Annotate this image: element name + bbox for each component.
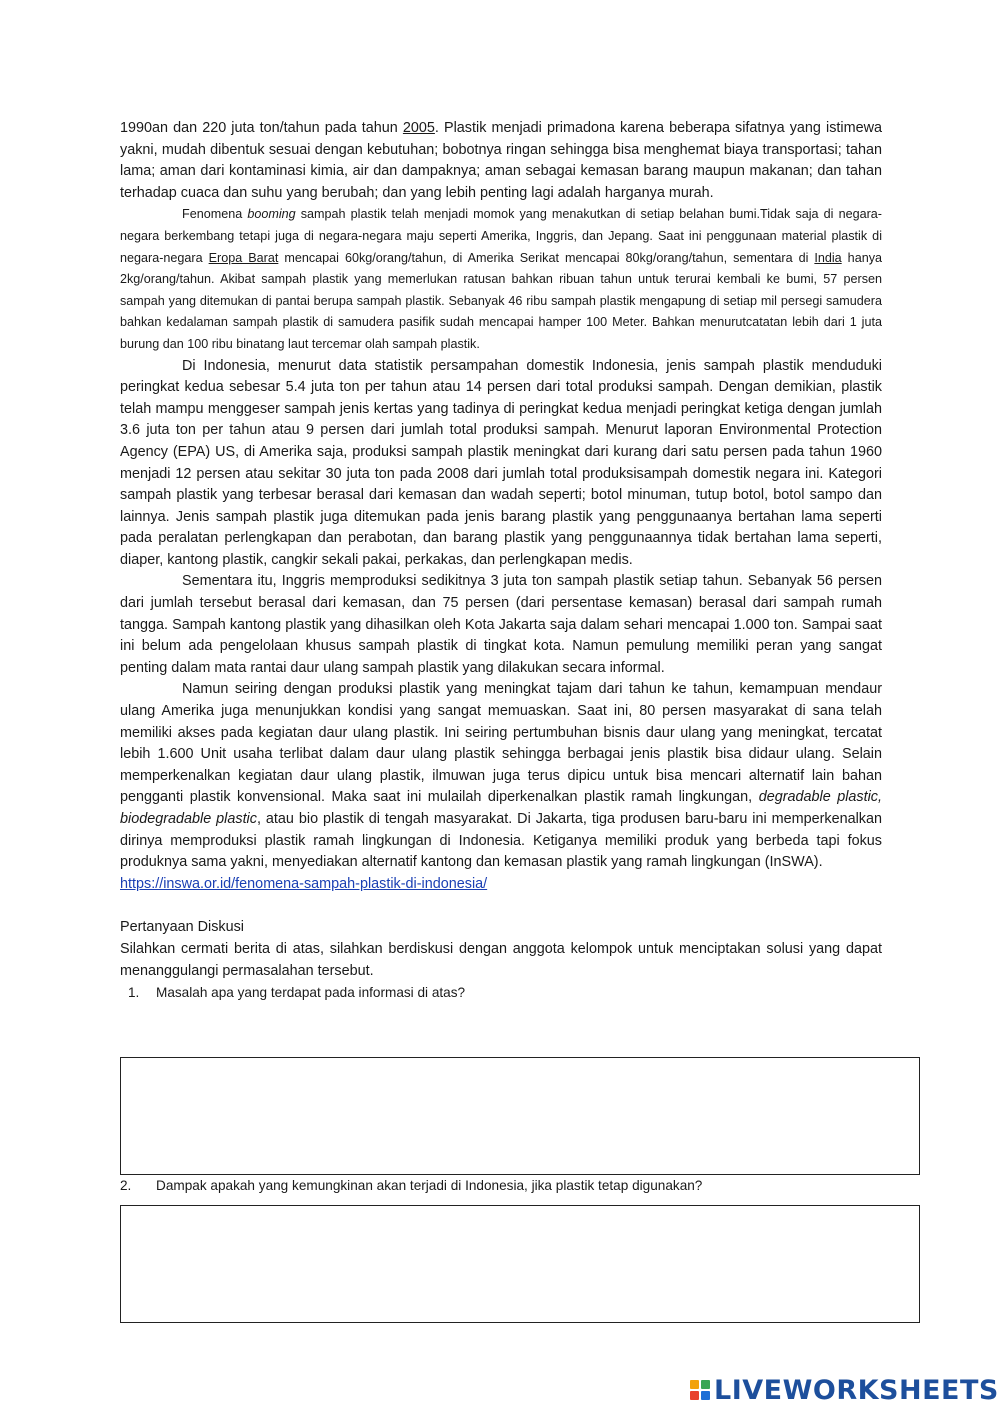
question-2: 2. Dampak apakah yang kemungkinan akan terjadi di Indonesia, jika plastik tetap digunakan? — [120, 1178, 703, 1193]
india-link[interactable]: India — [814, 250, 842, 265]
liveworksheets-logo[interactable] — [690, 1375, 999, 1405]
worksheet-content — [120, 118, 882, 1004]
liveworksheets-wordmark: LIVEWORKSHEETS — [714, 1374, 999, 1406]
discussion-heading: Pertanyaan Diskusi — [120, 919, 244, 936]
question-1: 1. Masalah apa yang terdapat pada informasi di atas? — [128, 985, 466, 1001]
source-paragraph — [120, 874, 882, 896]
source-link[interactable]: https://inswa.or.id/fenomena-sampah-plastik-di-indonesia/ — [120, 875, 488, 892]
logo-square-4 — [701, 1391, 710, 1400]
paragraph-5: Namun seiring dengan produksi plastik yang meningkat tajam dari tahun ke tahun, kemampuan mendaur ulang Amerika juga menunjukkan kondisi yang sangat memuaskan. Saat ini, 80 persen masyarakat di sana telah memiliki akses pada kegiatan daur ulang plastik. Ini seiring pertumbuhan bisnis daur ulang yang meningkat, tercatat lebih 1.600 Unit usaha terlibat dalam daur ulang plastik sehingga berbagai jenis plastik bisa didaur ulang. Selain memperkenalkan kegiatan daur ulang plastik, ilmuwan juga terus dipicu untuk bisa mencari alternatif lain bahan pengganti plastik konvensional. Maka saat ini mulailah diperkenalkan plastik ramah lingkungan, degradable plastic, biodegradable plastic, atau bio plastik di tengah masyarakat. Di Jakarta, tiga produsen baru-baru ini memperkenalkan dirinya memproduksi plastik ramah lingkungan di Indonesia. Ketiganya memiliki produk yang berbeda tapi fokus produknya sama yakni, menyediakan alternatif kantong dan kemasan plastik yang ramah lingkungan (InSWA). — [120, 681, 883, 871]
liveworksheets-logo-icon — [690, 1380, 710, 1400]
answer-box-2[interactable] — [120, 1205, 920, 1323]
answer-box-1[interactable] — [120, 1057, 920, 1175]
paragraph-2: Fenomena booming sampah plastik telah menjadi momok yang menakutkan di setiap belahan bumi.Tidak saja di negara-negara berkembang tetapi juga di negara-negara maju seperti Amerika, Inggris, dan Jepang. Saat ini penggunaan material plastik di negara-negara Eropa Barat mencapai 60kg/orang/tahun, di Amerika Serikat mencapai 80kg/orang/tahun, sementara di India hanya 2kg/orang/tahun. Akibat sampah plastik yang memerlukan ratusan bahkan ribuan tahun untuk terurai kembali ke bumi, 57 persen sampah yang ditemukan di pantai berupa sampah plastik. Sebanyak 46 ribu sampah plastik mengapung di setiap mil persegi samudera bahkan kedalaman sampah plastik di samudera pasifik sudah mencapai hamper 100 Meter. Bahkan menurutcatatan lebih dari 1 juta burung dan 100 ribu binatang laut tercemar olah sampah plastik. — [120, 207, 882, 351]
logo-square-1 — [690, 1380, 699, 1389]
paragraph-1: 1990an dan 220 juta ton/tahun pada tahun 2005. Plastik menjadi primadona karena beberapa sifatnya yang istimewa yakni, mudah dibentuk sesuai dengan kebutuhan; bobotnya ringan sehingga bisa menghemat biaya transportasi; tahan lama; aman dari kontaminasi kimia, air dan dampaknya; aman sebagai kemasan barang maupun makanan; dan tahan terhadap cuaca dan suhu yang berubah; dan yang lebih penting lagi adalah harganya murah. — [120, 120, 882, 201]
paragraph-3: Di Indonesia, menurut data statistik persampahan domestik Indonesia, jenis sampah plastik menduduki peringkat kedua sebesar 5.4 juta ton per tahun atau 14 persen dari total produksi sampah. Dengan demikian, plastik telah mampu menggeser sampah jenis kertas yang tadinya di peringkat kedua menjadi peringkat ketiga dengan jumlah 3.6 juta ton per tahun atau 9 persen dari jumlah total produksi sampah. Menurut laporan Environmental Protection Agency (EPA) US, di Amerika saja, produksi sampah plastik meningkat dari kurang dari satu persen pada tahun 1960 menjadi 12 persen atau sekitar 30 juta ton pada 2008 dari jumlah total produksisampah domestik negara ini. Kategori sampah plastik yang terbesar berasal dari kemasan dan wadah seperti; botol minuman, tutup botol, botol sampo dan lainnya. Jenis sampah plastik juga ditemukan pada jenis barang plastik yang penggunaanya bertahan lama seperti pada peralatan perlengkapan dan perabotan, dan barang plastik yang penggunaannya tidak bertahan lama seperti, diaper, kantong plastik, cangkir sekali pakai, perkakas, dan perlengkapan medis. — [120, 357, 882, 568]
paragraph-4: Sementara itu, Inggris memproduksi sedikitnya 3 juta ton sampah plastik setiap tahun. Sebanyak 56 persen dari jumlah tersebut berasal dari kemasan, dan 75 persen (dari persentase kemasan) berasal dari sampah rumah tangga. Sampah kantong plastik yang dihasilkan oleh Kota Jakarta saja dalam sehari mencapai 1.000 ton. Sampai saat ini belum ada pengelolaan khusus sampah plastik di tingkat kota. Namun pemulung memiliki peran yang sangat penting dalam mata rantai daur ulang sampah plastik yang dilakukan secara informal. — [120, 573, 882, 676]
discussion-instruction: Silahkan cermati berita di atas, silahkan berdiskusi dengan anggota kelompok untuk menciptakan solusi yang dapat menanggulangi permasalahan tersebut. — [120, 940, 882, 979]
eropa-barat-link[interactable]: Eropa Barat — [208, 250, 279, 265]
logo-square-2 — [701, 1380, 710, 1389]
year-2005: 2005 — [402, 120, 435, 136]
logo-square-3 — [690, 1391, 699, 1400]
